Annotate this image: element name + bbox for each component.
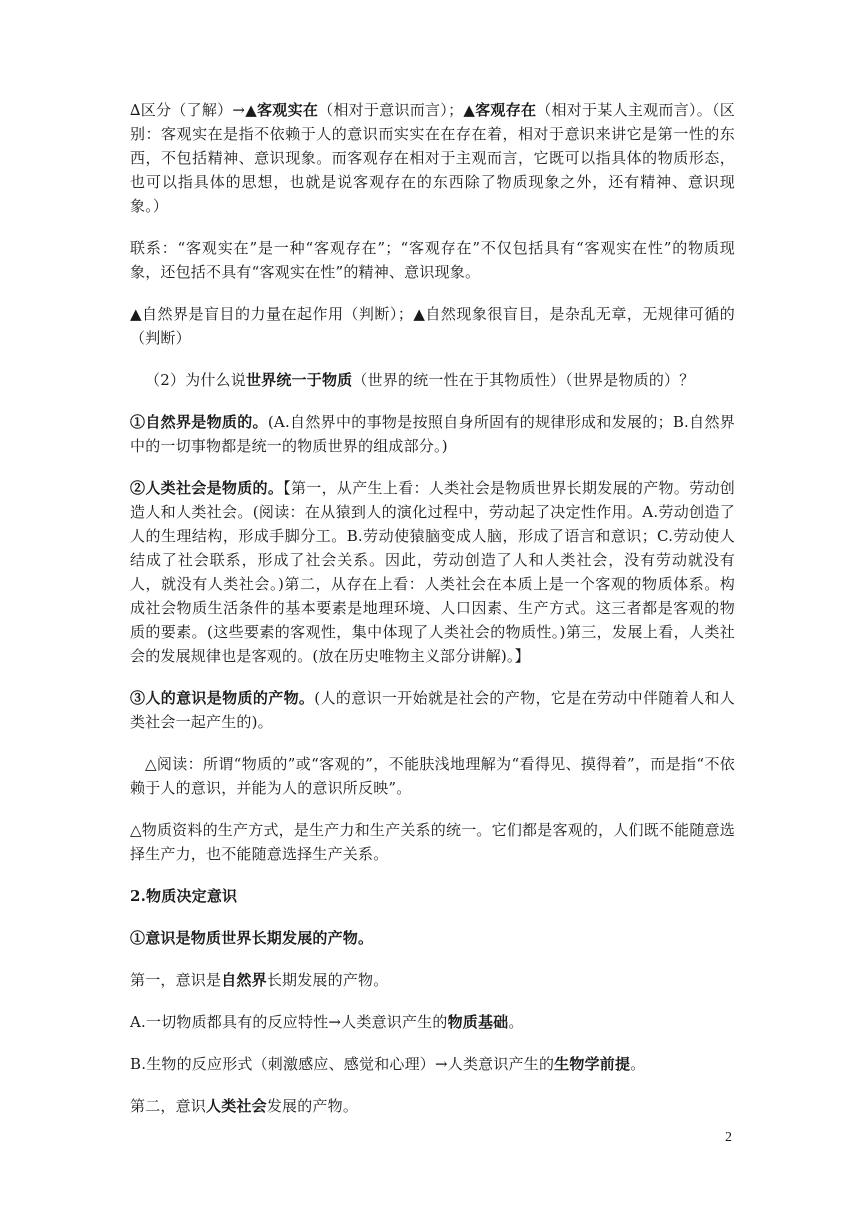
text-segment: 联系：“客观实在”是一种“客观存在”；“客观存在”不仅包括具有“客观实在性”的物质现象，还包括不具有“客观实在性”的精神、意识现象。: [130, 239, 735, 281]
text-segment: (A.自然界中的事物是按照自身所固有的规律形成和发展的；B.自然界中的一切事物都是统一的物质世界的组成部分。): [130, 413, 735, 455]
text-segment-bold: ③人的意识是物质的产物。: [130, 689, 315, 707]
paragraph-consciousness-long-development: [130, 926, 735, 950]
paragraph-reading-note: [130, 752, 735, 800]
paragraph-consciousness-product: [130, 686, 735, 734]
paragraph-first-nature: [130, 968, 735, 992]
paragraph-society-material: [130, 476, 735, 668]
paragraph-production-mode: [130, 818, 735, 866]
text-segment: ▲自然界是盲目的力量在起作用（判断）；▲自然现象很盲目，是杂乱无章，无规律可循的（判断）: [130, 305, 735, 347]
text-segment-bold: 世界统一于物质: [245, 371, 353, 389]
paragraph-point-a: [130, 1010, 735, 1034]
paragraph-question-unity: [130, 368, 735, 392]
text-segment-bold: 2.物质决定意识: [130, 887, 238, 905]
text-segment: （相对于意识而言）；: [318, 101, 464, 119]
paragraph-second-society: [130, 1094, 735, 1118]
text-segment: A.一切物质都具有的反应特性→人类意识产生的: [130, 1013, 448, 1031]
paragraph-nature-material: [130, 410, 735, 458]
text-segment-bold: ①自然界是物质的。: [130, 413, 268, 431]
text-segment-bold: ▲客观实在: [245, 101, 319, 119]
text-segment: B.生物的反应形式（刺激感应、感觉和心理）→人类意识产生的: [130, 1055, 555, 1073]
text-segment: (人的意识一开始就是社会的产物，它是在劳动中伴随着人和人类社会一起产生的)。: [130, 689, 735, 731]
text-segment: 。: [508, 1013, 524, 1031]
text-segment-bold: 人类社会: [206, 1097, 267, 1115]
text-segment: ∆区分（了解）→: [130, 101, 246, 119]
text-segment: △物质资料的生产方式，是生产力和生产关系的统一。它们都是客观的，人们既不能随意选择生产力，也不能随意选择生产关系。: [130, 821, 735, 863]
text-segment: 第二，意识: [130, 1097, 207, 1115]
text-segment: 发展的产物。: [266, 1097, 359, 1115]
paragraph-point-b: [130, 1052, 735, 1076]
document-page: [130, 98, 735, 1136]
page-number: 2: [725, 1130, 732, 1145]
text-segment: （相对于某人主观而言）。（区别：客观实在是指不依赖于人的意识而实实在在存在着，相对于意识来讲它是第一性的东西，不包括精神、意识现象。而客观存在相对于主观而言，它既可以指具体的物质形态，也可以指具体的思想，也就是说客观存在的东西除了物质现象之外，还有精神、意识现象。）: [130, 101, 735, 215]
text-segment: 。: [630, 1055, 646, 1073]
text-segment-bold: 物质基础: [447, 1013, 509, 1031]
text-segment-bold: ①意识是物质世界长期发展的产物。: [130, 929, 374, 947]
text-segment-bold: 生物学前提: [554, 1055, 631, 1073]
paragraph-nature-judgement: [130, 302, 735, 350]
section-heading: [130, 884, 735, 908]
text-segment: 长期发展的产物。: [266, 971, 389, 989]
text-segment-bold: 自然界: [221, 971, 267, 989]
text-segment: （2）为什么说: [145, 371, 246, 389]
text-segment: （世界的统一性在于其物质性）（世界是物质的）？: [352, 371, 695, 389]
paragraph-connection: [130, 236, 735, 284]
text-segment: 第一，意识是: [130, 971, 222, 989]
text-segment-bold: ②人类社会是物质的。: [130, 479, 284, 497]
paragraph-distinction: [130, 98, 735, 218]
text-segment: 【第一，从产生上看：人类社会是物质世界长期发展的产物。劳动创造人和人类社会。(阅读：在从猿到人的演化过程中，劳动起了决定性作用。A.劳动创造了人的生理结构，形成手脚分工。B.劳动使猿脑变成人脑，形成了语言和意识；C.劳动使人结成了社会联系，形成了社会关系。因此，劳动创造了人和人类社会，没有劳动就没有人，就没有人类社会。)第二，从存在上看：人类社会在本质上是一个客观的物质体系。构成社会物质生活条件的基本要素是地理环境、人口因素、生产方式。这三者都是客观的物质的要素。(这些要素的客观性，集中体现了人类社会的物质性。)第三，发展上看，人类社会的发展规律也是客观的。(放在历史唯物主义部分讲解)。】: [130, 479, 735, 665]
text-segment: △阅读：所谓“物质的”或“客观的”，不能肤浅地理解为“看得见、摸得着”，而是指“不依赖于人的意识，并能为人的意识所反映”。: [130, 755, 735, 797]
text-segment-bold: ▲客观存在: [463, 101, 537, 119]
